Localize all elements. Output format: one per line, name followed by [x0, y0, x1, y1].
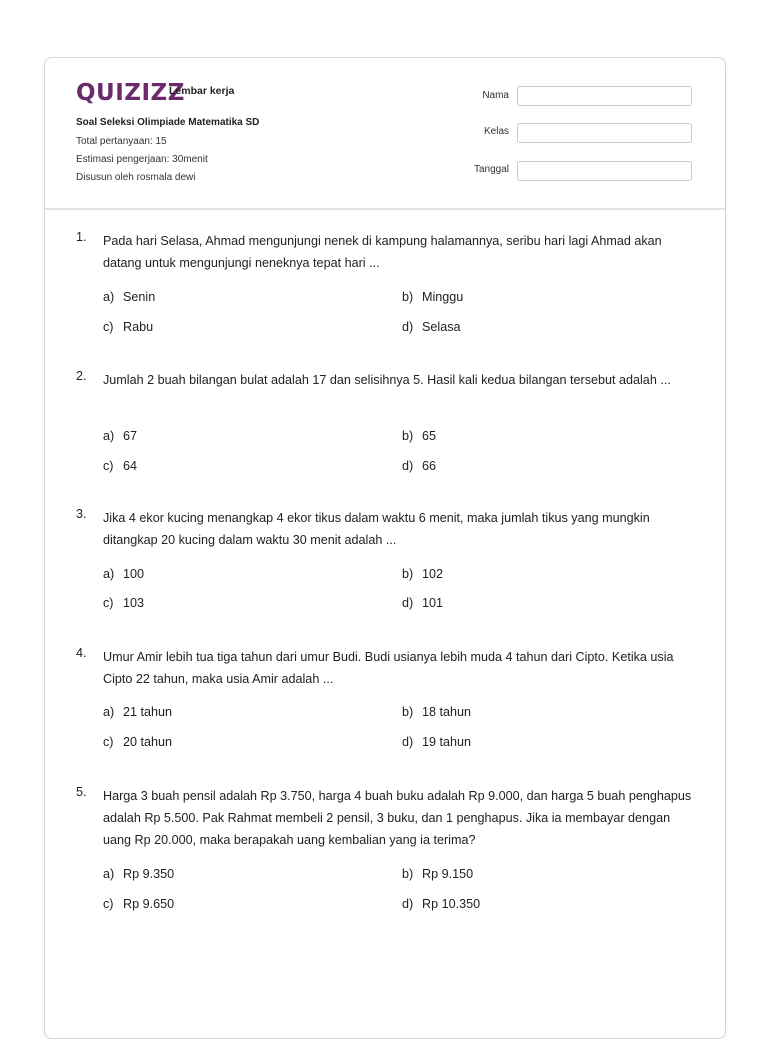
option-b: [402, 567, 443, 581]
option-text: 18 tahun: [422, 705, 472, 719]
name-label: Nama: [482, 90, 509, 101]
option-letter: a): [103, 867, 115, 881]
option-a: [103, 705, 172, 719]
option-c: [103, 459, 137, 473]
option-b: [402, 867, 473, 881]
option-letter: d): [402, 459, 414, 473]
question-text: Pada hari Selasa, Ahmad mengunjungi nenek di kampung halamannya, seribu hari lagi Ahmad akan datang untuk mengunjungi neneknya tepat hari ...: [103, 234, 662, 270]
option-letter: a): [103, 429, 115, 443]
class-label: Kelas: [483, 126, 509, 137]
option-letter: c): [103, 320, 114, 334]
option-text: Minggu: [422, 290, 464, 304]
option-c: [103, 735, 172, 749]
option-text: Selasa: [422, 320, 461, 334]
option-letter: c): [103, 596, 114, 610]
option-b: [402, 429, 436, 443]
option-d: [402, 735, 471, 749]
option-letter: a): [103, 705, 115, 719]
option-letter: c): [103, 735, 114, 749]
question-text: Umur Amir lebih tua tiga tahun dari umur Budi. Budi usianya lebih muda 4 tahun dari Cipto. Ketika usia Cipto 22 tahun, maka usia Amir adalah ...: [103, 650, 674, 686]
option-c: [103, 320, 153, 334]
option-letter: c): [103, 459, 114, 473]
option-d: [402, 320, 461, 334]
option-c: [103, 596, 144, 610]
option-letter: d): [402, 897, 414, 911]
question-number: 4.: [76, 646, 87, 660]
estimated-time: Estimasi pengerjaan: 30menit: [76, 154, 208, 165]
quiz-title: Soal Seleksi Olimpiade Matematika SD: [76, 117, 260, 128]
option-text: 66: [422, 459, 437, 473]
option-text: Rp 10.350: [422, 897, 481, 911]
option-a: [103, 290, 155, 304]
option-text: Rp 9.150: [422, 867, 474, 881]
option-text: 20 tahun: [123, 735, 173, 749]
option-d: [402, 459, 436, 473]
option-text: 103: [123, 596, 145, 610]
question-text: Jika 4 ekor kucing menangkap 4 ekor tikus dalam waktu 6 menit, maka jumlah tikus yang mungkin ditangkap 20 kucing dalam waktu 30 menit adalah ...: [103, 511, 650, 547]
question-text: Harga 3 buah pensil adalah Rp 3.750, harga 4 buah buku adalah Rp 9.000, dan harga 5 buah penghapus adalah Rp 5.500. Pak Rahmat membeli 2 pensil, 3 buku, dan 1 penghapus. Jika ia membayar dengan uang Rp 20.000, maka berapakah uang kembalian yang ia terima?: [103, 789, 692, 847]
question-number: 5.: [76, 785, 87, 799]
date-label: Tanggal: [473, 164, 509, 175]
question-number: 3.: [76, 507, 87, 521]
option-b: [402, 290, 463, 304]
option-text: 21 tahun: [123, 705, 173, 719]
option-text: Rp 9.350: [123, 867, 175, 881]
sheet-type-label: Lembar kerja: [169, 85, 235, 97]
option-a: [103, 429, 137, 443]
option-letter: a): [103, 290, 115, 304]
option-d: [402, 596, 443, 610]
option-letter: b): [402, 290, 414, 304]
option-text: 64: [123, 459, 138, 473]
option-letter: b): [402, 429, 414, 443]
option-letter: b): [402, 867, 414, 881]
worksheet-header: [45, 58, 725, 210]
question-number: 2.: [76, 369, 87, 383]
option-text: 101: [422, 596, 444, 610]
date-field[interactable]: [517, 161, 692, 181]
option-text: 102: [422, 567, 444, 581]
name-field[interactable]: [517, 86, 692, 106]
question-text: Jumlah 2 buah bilangan bulat adalah 17 dan selisihnya 5. Hasil kali kedua bilangan tersebut adalah ...: [103, 373, 671, 387]
option-a: [103, 867, 174, 881]
option-letter: d): [402, 320, 414, 334]
author-line: Disusun oleh rosmala dewi: [76, 172, 196, 183]
option-text: 19 tahun: [422, 735, 472, 749]
option-letter: a): [103, 567, 115, 581]
option-text: Senin: [123, 290, 156, 304]
option-a: [103, 567, 144, 581]
option-letter: d): [402, 735, 414, 749]
option-c: [103, 897, 174, 911]
question-number: 1.: [76, 230, 87, 244]
option-d: [402, 897, 480, 911]
option-text: 100: [123, 567, 145, 581]
total-questions: Total pertanyaan: 15: [76, 136, 167, 147]
option-text: Rabu: [123, 320, 154, 334]
option-text: Rp 9.650: [123, 897, 175, 911]
option-letter: b): [402, 567, 414, 581]
option-letter: d): [402, 596, 414, 610]
option-letter: c): [103, 897, 114, 911]
quizizz-logo: QUIZIZZ: [76, 80, 185, 106]
option-b: [402, 705, 471, 719]
worksheet: [44, 57, 726, 1039]
option-text: 67: [123, 429, 138, 443]
option-text: 65: [422, 429, 437, 443]
class-field[interactable]: [517, 123, 692, 143]
option-letter: b): [402, 705, 414, 719]
